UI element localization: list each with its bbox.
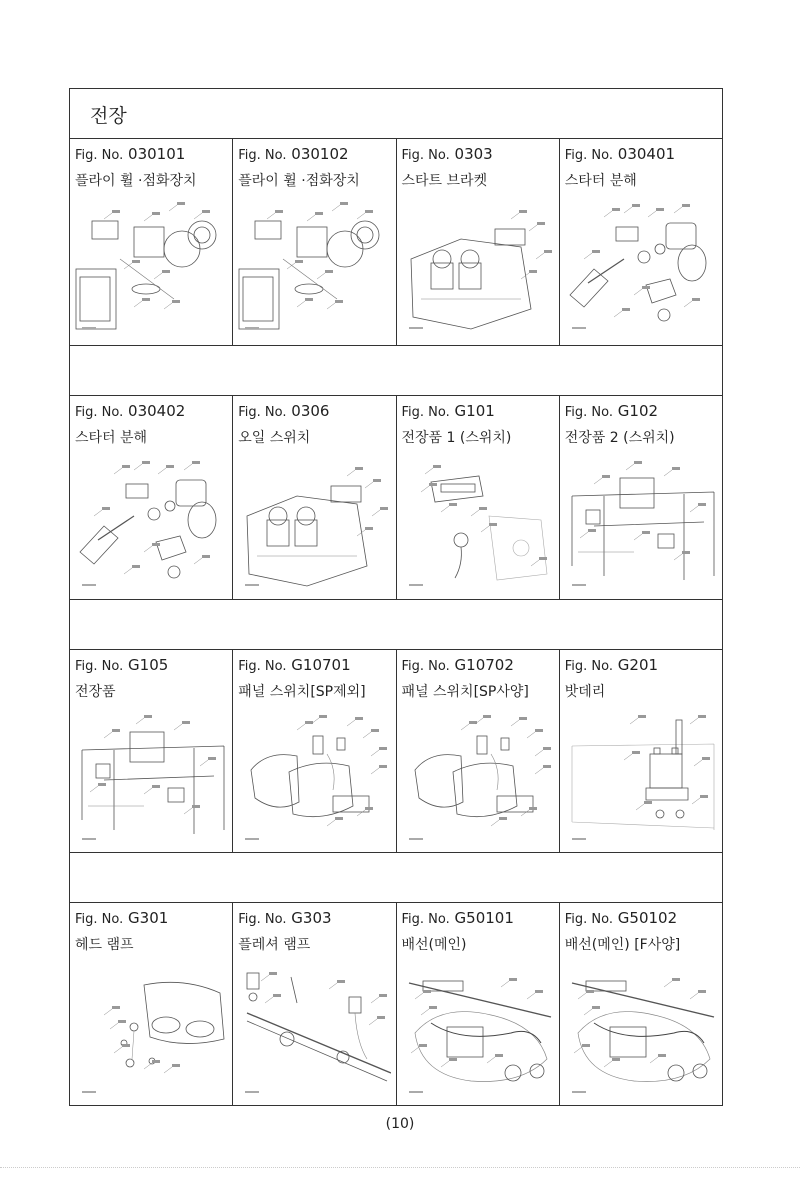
figure-number [238,909,331,927]
parts-diagram-thumbnail [401,710,555,845]
figure-title: 패널 스위치[SP제외] [238,684,366,700]
figure-number-value: G50102 [617,909,678,927]
scan-artifact-line [0,1167,800,1169]
parts-diagram-thumbnail [564,963,718,1098]
figure-number-value: 0303 [454,145,493,163]
figure-row-4 [70,903,722,1106]
figure-cell[interactable] [397,139,560,345]
figure-number-prefix: Fig. No. [564,405,613,420]
figure-number-value: G303 [291,909,332,927]
figure-number [565,145,675,163]
figure-number-prefix: Fig. No. [75,405,124,420]
section-header [70,89,722,139]
figure-number [238,656,350,674]
parts-diagram-thumbnail [237,710,391,845]
figure-number [402,402,495,420]
parts-diagram-thumbnail [237,456,391,591]
figure-number-value: G101 [454,402,495,420]
figure-number-value: 030401 [617,145,676,163]
figure-title: 배선(메인) [401,937,467,953]
figure-number-value: G301 [128,909,169,927]
figure-title: 전장품 [75,684,116,700]
figure-number [75,656,168,674]
parts-diagram-thumbnail [401,963,555,1098]
figure-number-prefix: Fig. No. [75,659,124,674]
figure-number-value: 030101 [128,145,186,163]
parts-diagram-thumbnail [237,199,391,334]
figure-number [238,402,329,420]
section-title: 전장 [90,105,127,127]
parts-index-frame [69,88,723,1106]
figure-cell[interactable] [397,650,560,852]
figure-number-value: G10701 [291,656,351,674]
figure-number [565,909,677,927]
parts-diagram-thumbnail [564,456,718,591]
figure-number [75,145,185,163]
figure-number-value: G105 [128,656,169,674]
figure-number [238,145,348,163]
figure-cell[interactable] [560,650,722,852]
figure-cell[interactable] [233,650,396,852]
parts-diagram-thumbnail [401,199,555,334]
figure-number-prefix: Fig. No. [401,148,450,163]
figure-number-prefix: Fig. No. [238,405,287,420]
figure-title: 전장품 2 (스위치) [564,430,675,446]
figure-title: 밧데리 [564,684,606,700]
row-spacer [70,346,722,396]
figure-title: 플레셔 램프 [238,937,311,953]
parts-diagram-thumbnail [74,710,228,845]
figure-number-prefix: Fig. No. [564,148,613,163]
figure-number-value: G50101 [454,909,514,927]
figure-row-2 [70,396,722,600]
figure-title: 플라이 휠 ·점화장치 [238,173,360,189]
figure-row-1 [70,139,722,346]
figure-number [565,402,658,420]
figure-cell[interactable] [70,903,233,1106]
parts-diagram-thumbnail [564,199,718,334]
figure-number-prefix: Fig. No. [401,912,450,927]
parts-diagram-thumbnail [237,963,391,1098]
figure-number-prefix: Fig. No. [75,912,124,927]
row-spacer [70,600,722,650]
figure-cell[interactable] [70,650,233,852]
figure-title: 플라이 휠 ·점화장치 [75,173,197,189]
figure-title: 스타터 분해 [75,430,148,446]
figure-title: 전장품 1 (스위치) [401,430,512,446]
row-spacer [70,853,722,903]
parts-diagram-thumbnail [564,710,718,845]
figure-title: 헤드 램프 [75,937,134,953]
figure-title: 스타터 분해 [564,173,637,189]
figure-number-value: G201 [617,656,659,674]
figure-number-prefix: Fig. No. [238,659,287,674]
figure-number-prefix: Fig. No. [564,912,613,927]
figure-cell[interactable] [233,139,396,345]
figure-number [75,909,168,927]
figure-number-prefix: Fig. No. [238,912,287,927]
figure-title: 오일 스위치 [238,430,311,446]
figure-row-3 [70,650,722,853]
figure-cell[interactable] [70,139,233,345]
figure-number [75,402,185,420]
figure-title: 스타트 브라켓 [401,173,488,189]
figure-cell[interactable] [560,903,722,1106]
page-number: (10) [385,1116,415,1132]
figure-cell[interactable] [560,139,722,345]
figure-number-prefix: Fig. No. [564,659,613,674]
parts-diagram-thumbnail [74,199,228,334]
figure-number-prefix: Fig. No. [238,148,287,163]
figure-number [402,656,514,674]
figure-number-value: G10702 [454,656,514,674]
figure-title: 패널 스위치[SP사양] [401,684,529,700]
figure-number-prefix: Fig. No. [401,659,450,674]
figure-cell[interactable] [560,396,722,599]
figure-number-value: 030102 [291,145,349,163]
figure-number-prefix: Fig. No. [401,405,450,420]
figure-cell[interactable] [397,396,560,599]
figure-number-value: G102 [617,402,659,420]
parts-diagram-thumbnail [74,963,228,1098]
figure-number-prefix: Fig. No. [75,148,124,163]
figure-number-value: 0306 [291,402,330,420]
parts-diagram-thumbnail [74,456,228,591]
figure-number [402,145,493,163]
figure-number-value: 030402 [128,402,186,420]
figure-number [565,656,658,674]
figure-cell[interactable] [233,396,396,599]
figure-cell[interactable] [233,903,396,1106]
figure-number [402,909,514,927]
figure-cell[interactable] [397,903,560,1106]
figure-title: 배선(메인) [F사양] [564,937,681,953]
parts-diagram-thumbnail [401,456,555,591]
figure-cell[interactable] [70,396,233,599]
